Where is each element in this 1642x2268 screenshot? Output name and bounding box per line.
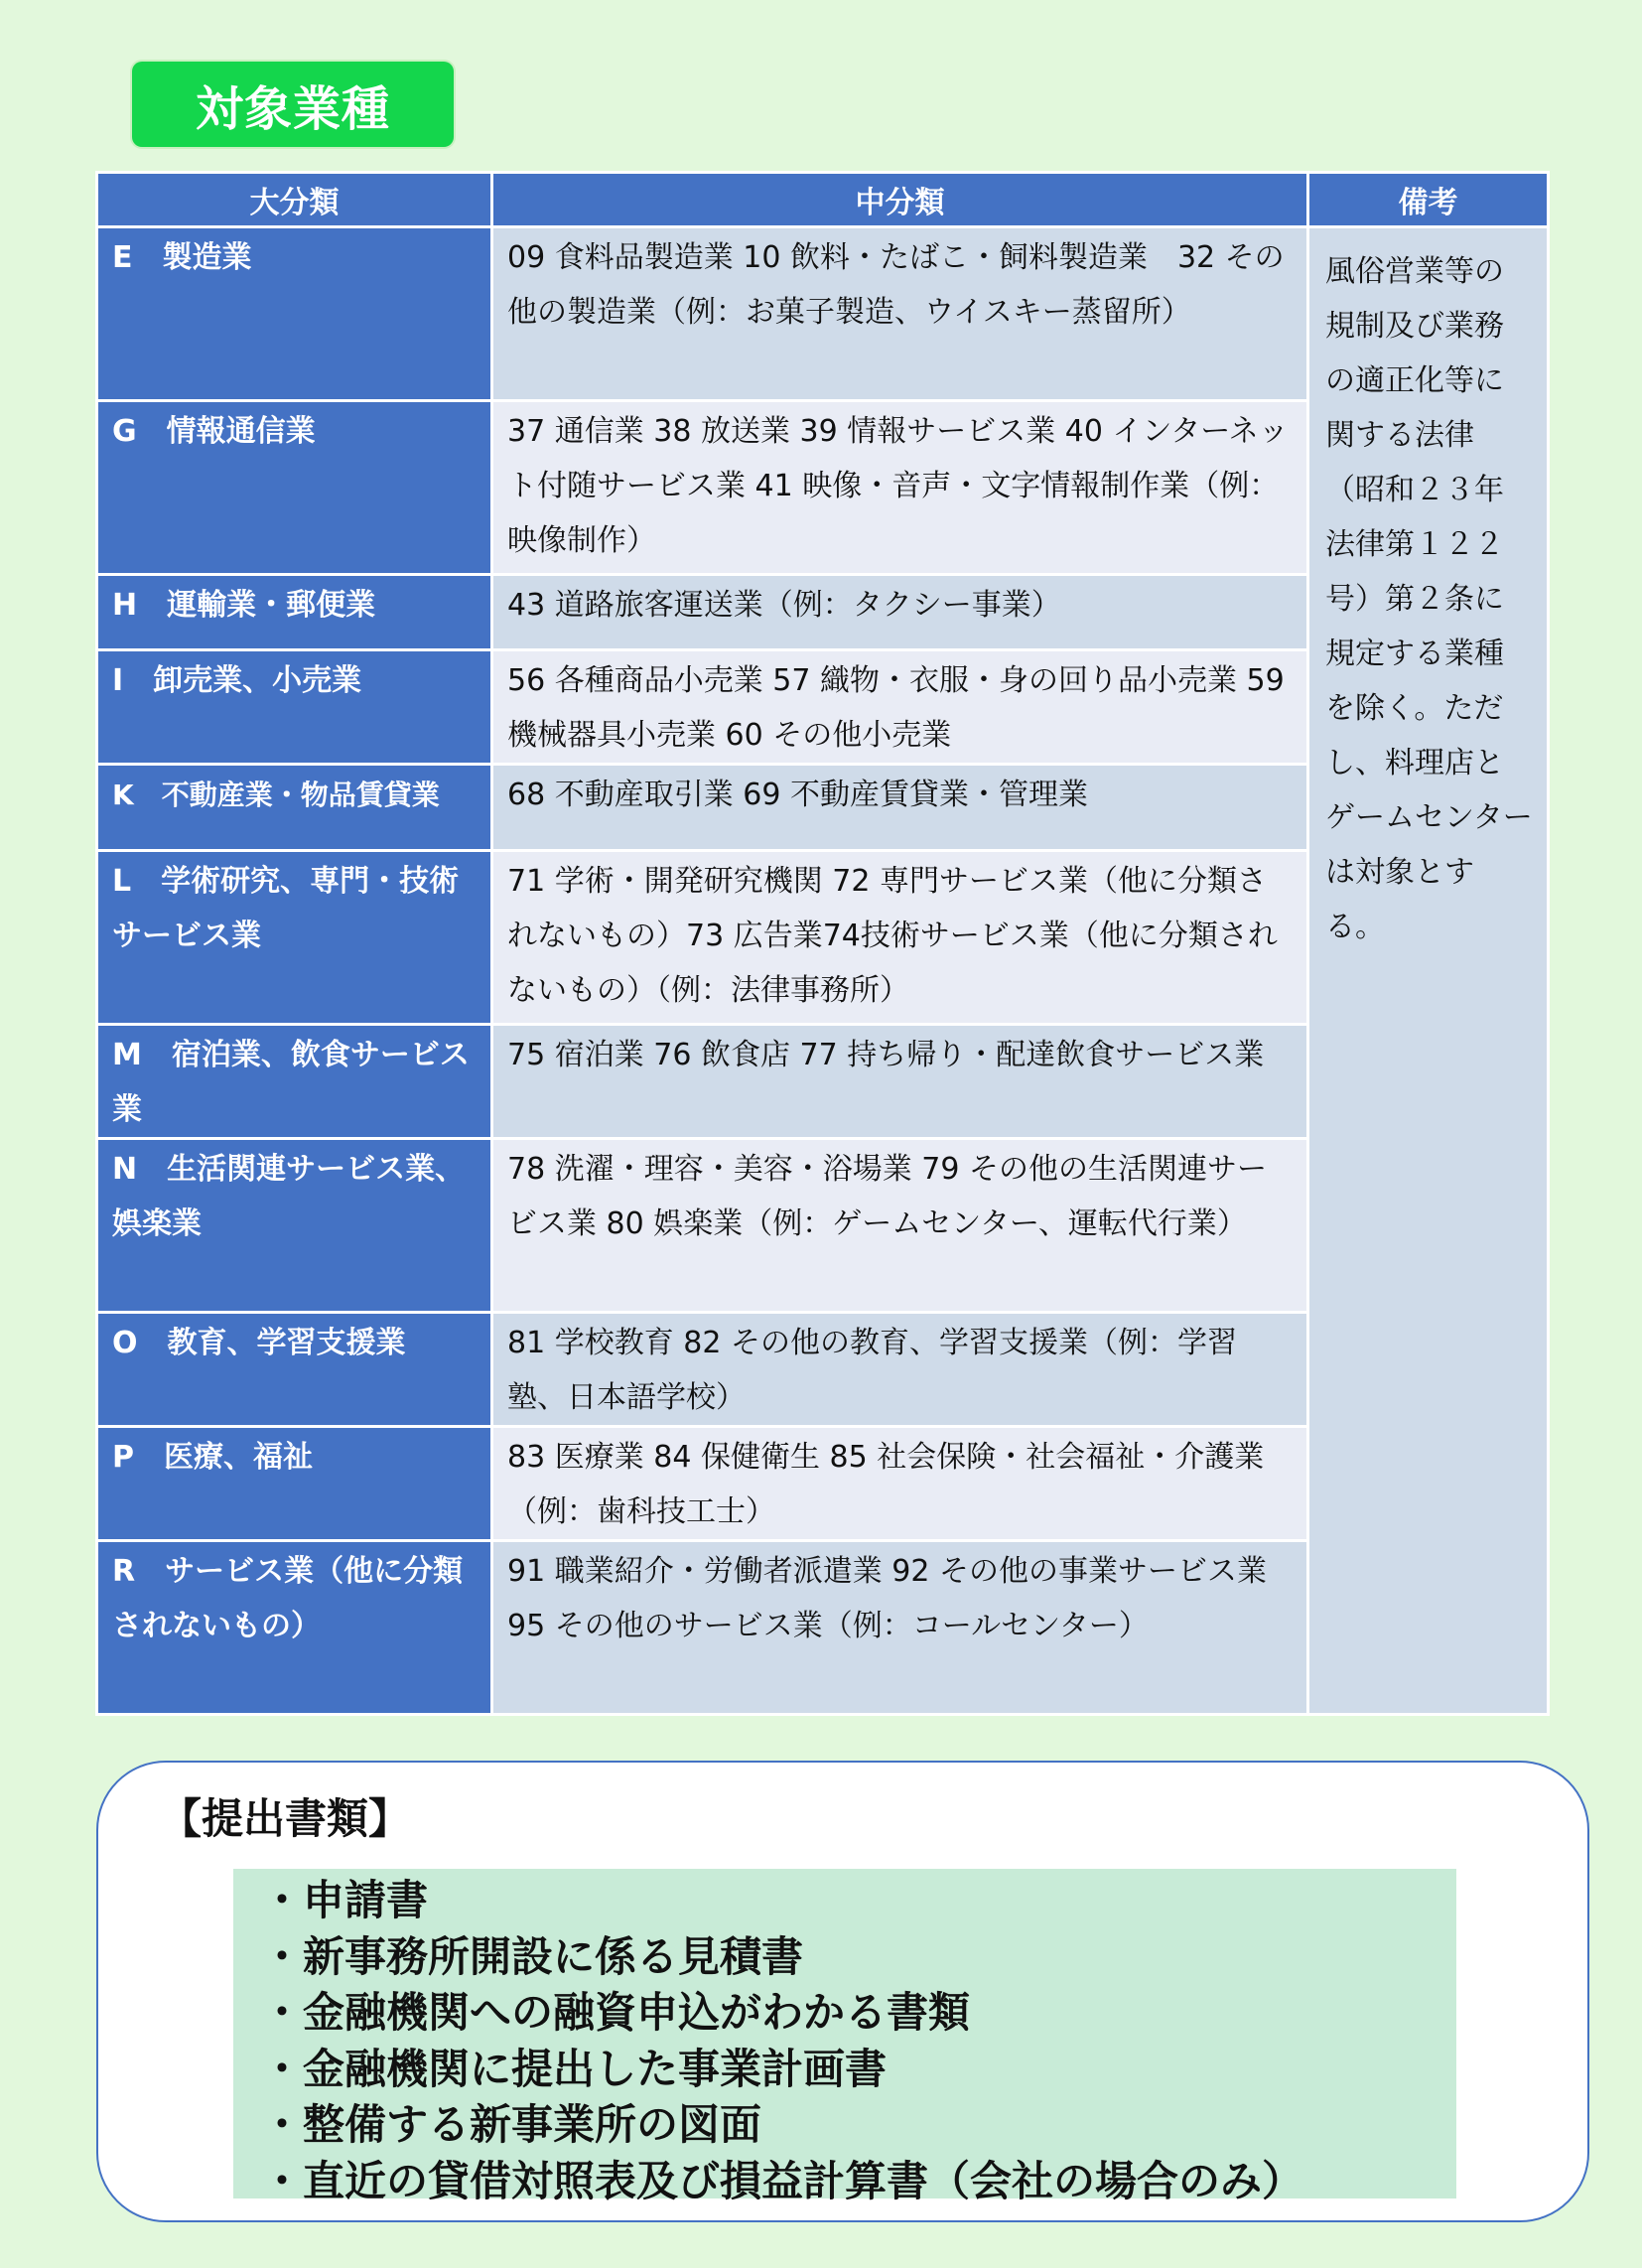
major-category-cell: O 教育、学習支援業 xyxy=(97,1313,492,1427)
table-header-row xyxy=(97,173,1549,227)
list-item xyxy=(261,2042,1456,2098)
major-category-cell: E 製造業 xyxy=(97,227,492,401)
middle-category-cell: 75 宿泊業 76 飲食店 77 持ち帰り・配達飲食サービス業 xyxy=(492,1025,1308,1139)
remarks-cell: 風俗営業等の規制及び業務の適正化等に関する法律（昭和２３年法律第１２２号）第２条に規定する業種を除く。ただし、料理店とゲームセンターは対象とする。 xyxy=(1308,227,1549,1715)
major-category-cell: M 宿泊業、飲食サービス業 xyxy=(97,1025,492,1139)
target-industries-table xyxy=(95,171,1550,1716)
middle-category-cell: 37 通信業 38 放送業 39 情報サービス業 40 インターネット付随サービス業 41 映像・音声・文字情報制作業（例：映像制作） xyxy=(492,401,1308,575)
list-item xyxy=(261,2097,1456,2154)
required-documents-panel xyxy=(96,1761,1589,2222)
section-title-badge: 対象業種 xyxy=(132,62,454,147)
list-item xyxy=(261,1873,1456,1929)
middle-category-cell: 91 職業紹介・労働者派遣業 92 その他の事業サービス業 95 その他のサービス業（例：コールセンター） xyxy=(492,1541,1308,1715)
major-category-cell: I 卸売業、小売業 xyxy=(97,650,492,765)
middle-category-cell: 43 道路旅客運送業（例：タクシー事業） xyxy=(492,575,1308,650)
major-category-cell: R サービス業（他に分類されないもの） xyxy=(97,1541,492,1715)
middle-category-cell: 81 学校教育 82 その他の教育、学習支援業（例：学習塾、日本語学校） xyxy=(492,1313,1308,1427)
middle-category-cell: 83 医療業 84 保健衛生 85 社会保険・社会福祉・介護業（例：歯科技工士） xyxy=(492,1427,1308,1541)
required-documents-list xyxy=(233,1869,1456,2205)
document-item-label: 金融機関に提出した事業計画書 xyxy=(303,2044,888,2093)
list-item xyxy=(261,2154,1456,2210)
major-category-cell: K 不動産業・物品賃貸業 xyxy=(97,765,492,851)
document-item-label: 新事務所開設に係る見積書 xyxy=(303,1931,804,1981)
major-category-cell: N 生活関連サービス業、娯楽業 xyxy=(97,1139,492,1313)
header-major-category: 大分類 xyxy=(97,173,492,227)
header-remarks: 備考 xyxy=(1308,173,1549,227)
major-category-cell: P 医療、福祉 xyxy=(97,1427,492,1541)
table-row xyxy=(97,227,1549,401)
middle-category-cell: 78 洗濯・理容・美容・浴場業 79 その他の生活関連サービス業 80 娯楽業（例：ゲームセンター、運転代行業） xyxy=(492,1139,1308,1313)
major-category-cell: G 情報通信業 xyxy=(97,401,492,575)
major-category-cell: H 運輸業・郵便業 xyxy=(97,575,492,650)
list-item xyxy=(261,1985,1456,2042)
document-item-label: 金融機関への融資申込がわかる書類 xyxy=(303,1988,971,2037)
required-documents-heading: 【提出書類】 xyxy=(160,1794,411,1843)
middle-category-cell: 68 不動産取引業 69 不動産賃貸業・管理業 xyxy=(492,765,1308,851)
document-item-label: 申請書 xyxy=(303,1876,429,1924)
list-item xyxy=(261,1929,1456,1986)
header-middle-category: 中分類 xyxy=(492,173,1308,227)
middle-category-cell: 09 食料品製造業 10 飲料・たばこ・飼料製造業 32 その他の製造業（例：お菓子製造、ウイスキー蒸留所） xyxy=(492,227,1308,401)
major-category-cell: L 学術研究、専門・技術サービス業 xyxy=(97,851,492,1025)
document-item-label: 直近の貸借対照表及び損益計算書（会社の場合のみ） xyxy=(303,2156,1304,2205)
document-item-label: 整備する新事業所の図面 xyxy=(303,2100,762,2149)
middle-category-cell: 56 各種商品小売業 57 織物・衣服・身の回り品小売業 59 機械器具小売業 60 その他小売業 xyxy=(492,650,1308,765)
middle-category-cell: 71 学術・開発研究機関 72 専門サービス業（他に分類されないもの）73 広告業74技術サービス業（他に分類されないもの）（例：法律事務所） xyxy=(492,851,1308,1025)
